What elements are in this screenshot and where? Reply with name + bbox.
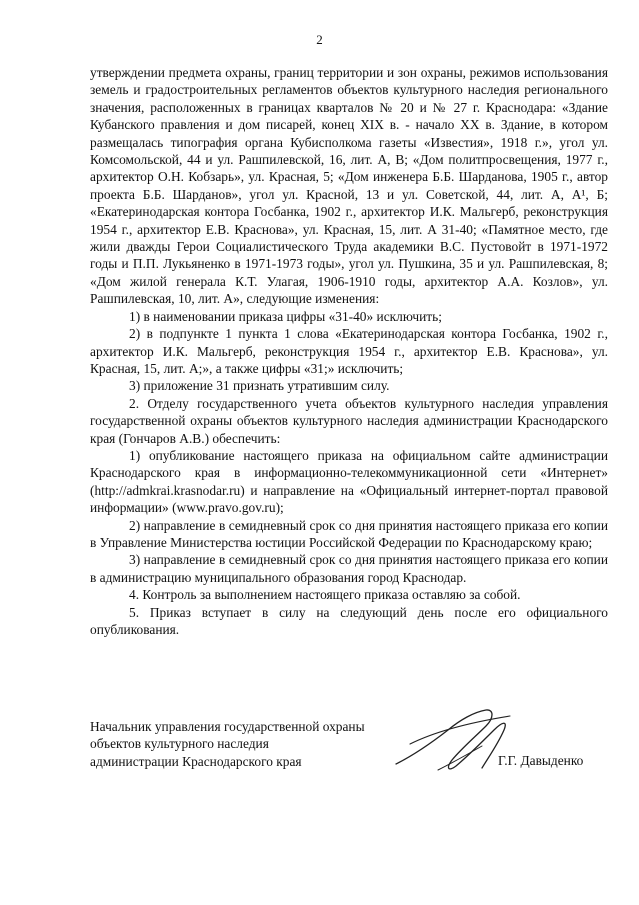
handwritten-signature — [390, 704, 520, 782]
paragraph-item: 2) в подпункте 1 пункта 1 слова «Екатеринодарская контора Госбанка, 1902 г., архитектор И.К. Мальгерб, реконструкция 1954 г., архитектор Е.В. Краснова», ул. Красная, 15, лит. А;», а также цифры «31;» исключить; — [90, 326, 608, 376]
signer-name: Г.Г. Давыденко — [498, 753, 584, 768]
signer-title-line: администрации Краснодарского края — [90, 753, 302, 769]
paragraph-item: 2. Отделу государственного учета объектов культурного наследия управления государственной охраны объектов культурного наследия администрации Краснодарского края (Гончаров А.В.) обеспечить: — [90, 395, 608, 446]
paragraph-item: 3) приложение 31 признать утратившим силу. — [129, 378, 390, 394]
document-body — [90, 64, 608, 638]
paragraph-item: 1) в наименовании приказа цифры «31-40» исключить; — [129, 308, 442, 324]
paragraph-item: 5. Приказ вступает в силу на следующий день после его официального опубликования. — [90, 604, 608, 637]
signature-block — [90, 718, 608, 770]
paragraph-item: 4. Контроль за выполнением настоящего приказа оставляю за собой. — [129, 587, 521, 603]
signer-title-line: Начальник управления государственной охраны — [90, 719, 365, 734]
paragraph-item: 3) направление в семидневный срок со дня принятия настоящего приказа его копии в администрацию муниципального образования город Краснодар. — [90, 552, 608, 585]
paragraph-preamble: утверждении предмета охраны, границ территории и зон охраны, режимов использования земель и градостроительных регламентов объектов культурного наследия регионального значения, расположенных в границах кварталов № 20 и № 27 г. Краснодара: «Здание Кубанского правления и дом писарей, конец XIX в. - начало XX в. Здание, в котором размещалась типография органа Кубисполкома газеты «Известия», 1918 г.», угол ул. Комсомольской, 44 и ул. Рашпилевской, 16, лит. А, В; «Дом политпросвещения, 1977 г., архитектор О.Н. Кобзарь», ул. Красная, 5; «Дом инженера Б.Б. Шарданова, 1905 г., автор проекта Б.Б. Шарданов», угол ул. Красной, 13 и ул. Советской, 44, лит. А, А¹, Б; «Екатеринодарская контора Госбанка, 1902 г., архитектор И.К. Мальгерб, реконструкция 1954 г., архитектор Е.В. Краснова», ул. Красная, 15, лит. А 31-40; «Памятное место, где жили дважды Герои Социалистического Труда академики В.С. Пустовойт в 1971-1972 годы и П.П. Лукьяненко в 1971-1973 годы», угол ул. Пушкина, 35 и ул. Рашпилевская, 8; «Дом жилой генерала К.Т. Улагая, 1906-1910 годы, архитектор А.А. Козлов», ул. Рашпилевская, 10, лит. А», следующие изменения: — [90, 65, 608, 307]
signer-title-line: объектов культурного наследия — [90, 736, 269, 752]
paragraph-item: 2) направление в семидневный срок со дня принятия настоящего приказа его копии в Управление Министерства юстиции Российской Федерации по Краснодарскому краю; — [90, 517, 608, 550]
paragraph-item: 1) опубликование настоящего приказа на официальном сайте администрации Краснодарского края в информационно-телекоммуникационной сети «Интернет» (http://admkrai.krasnodar.ru) и направление на «Официальный интернет-портал правовой информации» (www.pravo.gov.ru); — [90, 447, 608, 516]
page-number: 2 — [316, 32, 323, 47]
